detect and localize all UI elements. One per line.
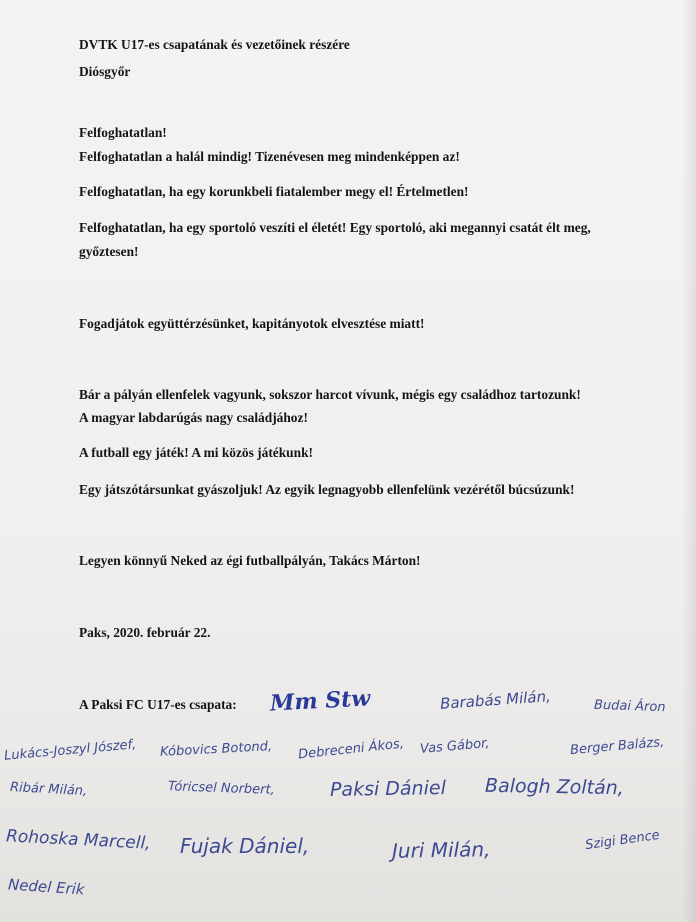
signature-12: Balogh Zoltán,	[484, 774, 625, 800]
signature-10: Tóricsel Norbert,	[167, 779, 275, 798]
team-label: A Paksi FC U17-es csapata:	[79, 697, 237, 712]
signature-7: Vas Gábor,	[419, 736, 490, 757]
page-edge-shadow	[682, 0, 696, 922]
paragraph-2: Felfoghatatlan, ha egy korunkbeli fiatalember megy el! Értelmetlen!	[79, 184, 469, 199]
paragraph-5b: A magyar labdarúgás nagy családjához!	[79, 410, 308, 425]
signature-5: Kóbovics Botond,	[159, 739, 273, 760]
farewell-line: Legyen könnyű Neked az égi futballpályán, Takács Márton!	[79, 553, 421, 568]
city-line: Diósgyőr	[79, 64, 131, 79]
signature-1: Mm Stw	[269, 685, 371, 717]
signature-15: Juri Milán,	[391, 837, 491, 863]
paragraph-7: Egy játszótársunkat gyászoljuk! Az egyik legnagyobb ellenfelünk vezérétől búcsúzunk!	[79, 482, 575, 497]
paragraph-5a: Bár a pályán ellenfelek vagyunk, sokszor harcot vívunk, mégis egy családhoz tartozunk!	[79, 387, 581, 402]
signature-14: Fujak Dániel,	[180, 834, 310, 858]
signature-3: Budai Áron	[593, 697, 666, 716]
paragraph-6: A futball egy játék! A mi közös játékunk!	[79, 445, 313, 460]
signature-11: Paksi Dániel	[329, 776, 447, 802]
addressee-line: DVTK U17-es csapatának és vezetőinek részére	[79, 37, 350, 52]
signature-4: Lukács-Joszyl Jószef,	[3, 737, 137, 764]
signature-2: Barabás Milán,	[439, 687, 552, 713]
signature-9: Ribár Milán,	[9, 779, 88, 800]
paragraph-1a: Felfoghatatlan!	[79, 125, 167, 140]
paragraph-1b: Felfoghatatlan a halál mindig! Tizenévesen meg mindenképpen az!	[79, 149, 460, 164]
paragraph-4: Fogadjátok együttérzésünket, kapitányotok elvesztése miatt!	[79, 316, 425, 331]
paragraph-3a: Felfoghatatlan, ha egy sportoló veszíti el életét! Egy sportoló, aki megannyi csatát élt meg,	[79, 220, 591, 235]
signature-16: Szigi Bence	[584, 827, 661, 854]
paragraph-3b: győztesen!	[79, 244, 139, 259]
signature-17: Nedel Erik	[7, 875, 86, 899]
signature-13: Rohoska Marcell,	[5, 826, 152, 854]
signature-6: Debreceni Ákos,	[297, 736, 405, 763]
place-date-line: Paks, 2020. február 22.	[79, 625, 211, 640]
signature-8: Berger Balázs,	[569, 734, 665, 759]
